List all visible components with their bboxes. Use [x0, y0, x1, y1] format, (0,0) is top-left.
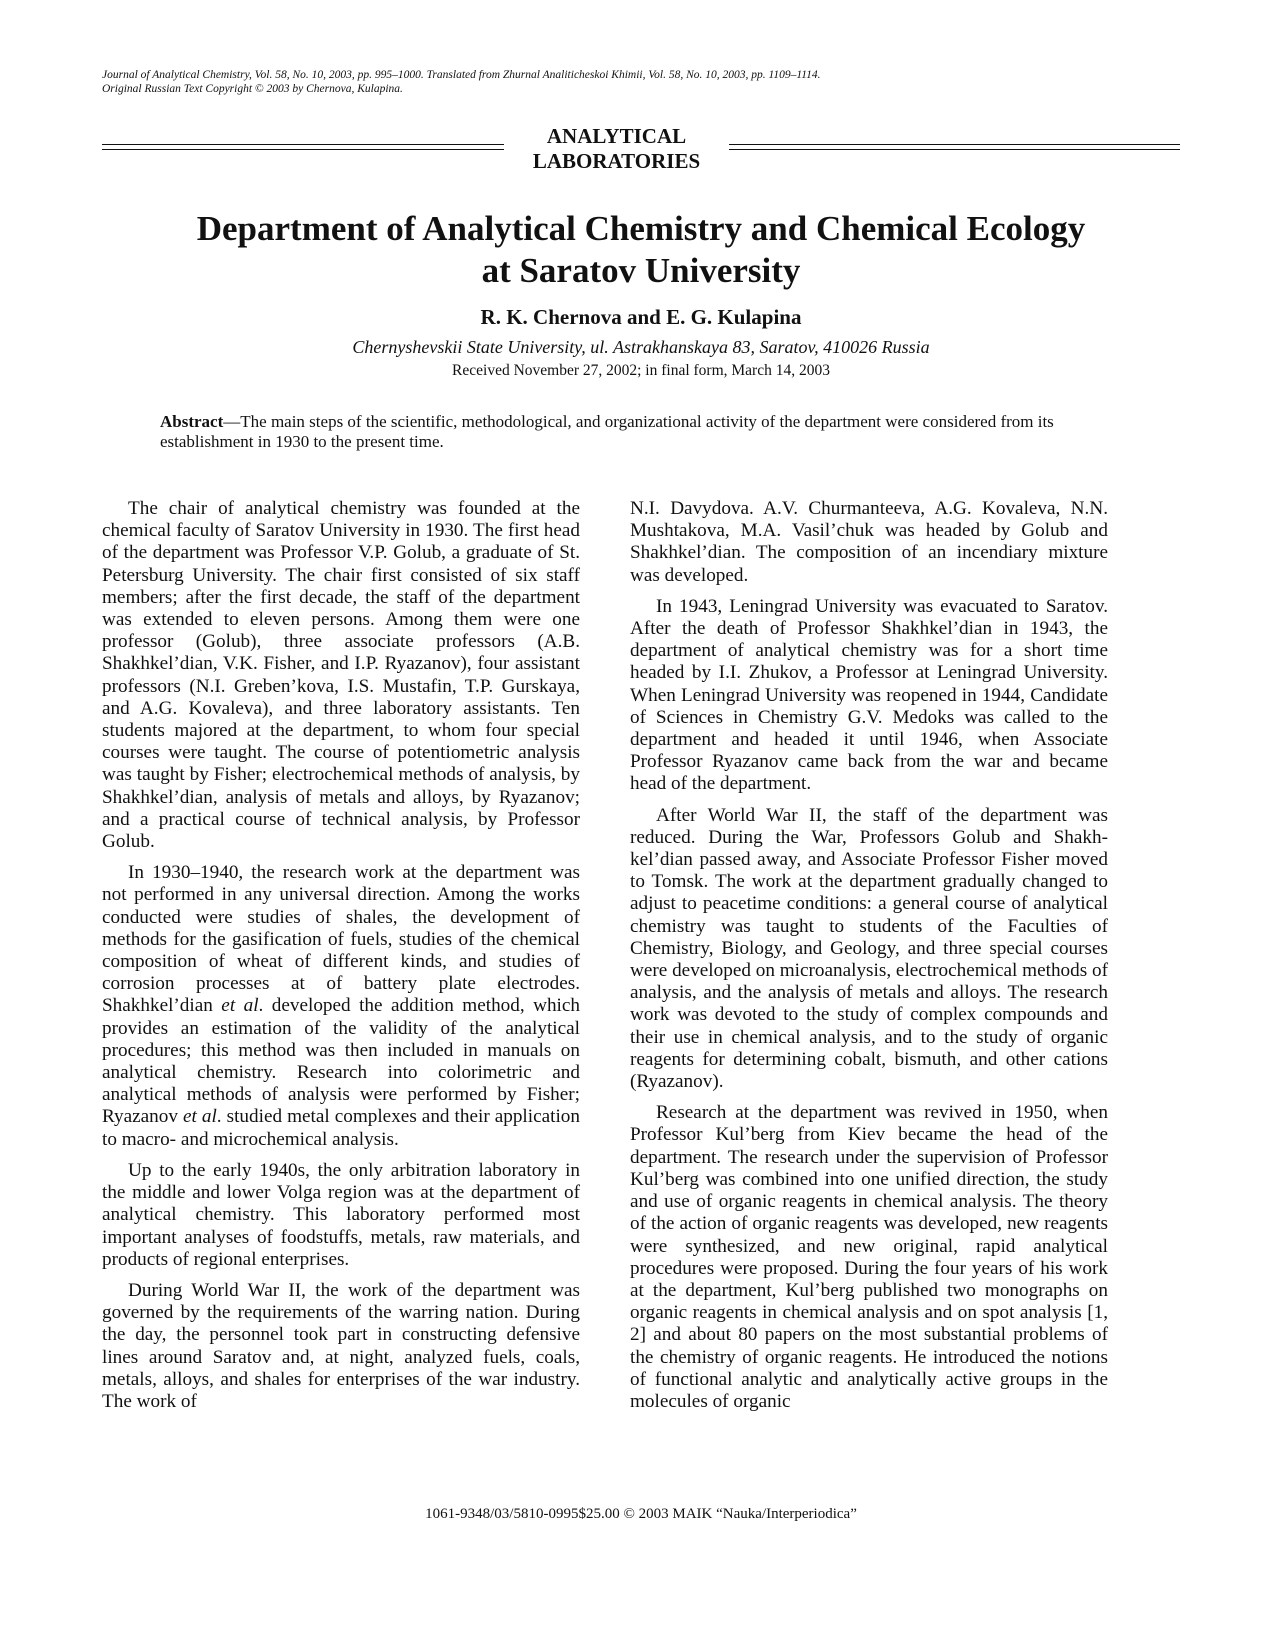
abstract-label: Abstract [160, 412, 224, 431]
et-al: et al [182, 1106, 217, 1128]
received-dates: Received November 27, 2002; in final form, March 14, 2003 [452, 362, 830, 379]
paragraph-text: . studied metal complexes and their application to macro- and microchemical analysis. [102, 1106, 580, 1150]
section-heading [102, 124, 1180, 174]
paragraph: After World War II, the staff of the department was reduced. During the War, Professors Golub and Shakhkel’dian passed away, and Associate Professor Fisher moved to Tomsk. The work at the department gradually changed to adjust to peacetime conditions: a general course of analytical chemistry was taught to students of the Faculties of Chemistry, Biology, and Geology, and three special courses were developed on microanalysis, electrochemical methods of analysis, and the analysis of metals and alloys. The research work was devoted to the study of complex compounds and their use in chemical analysis, and to the study of organic reagents for determining cobalt, bismuth, and other cations (Ryazanov). [630, 804, 1108, 1093]
paragraph: During World War II, the work of the department was governed by the requirements of the warring nation. During the day, the personnel took part in constructing defensive lines around Saratov and, at night, analyzed fuels, coals, metals, alloys, and shales for enterprises of the war industry. The work of [102, 1279, 580, 1412]
section-title-line-1: ANALYTICAL [546, 124, 687, 148]
article-title-line-1: Department of Analytical Chemistry and Chemical Ecology [196, 209, 1086, 248]
article-authors: R. K. Chernova and E. G. Kulapina [480, 305, 802, 329]
paragraph [102, 862, 580, 1151]
section-rule-left [102, 144, 504, 150]
paragraph: In 1943, Leningrad University was evacuated to Saratov. After the death of Professor Shakhkel’dian in 1943, the department of analytical chemistry was for a short time headed by I.I. Zhukov, a Professor at Leningrad University. When Leningrad University was reopened in 1944, Candidate of Sciences in Chemistry G.V. Medoks was called to the department and headed it until 1946, when Associate Professor Ryazanov came back from the war and became head of the department. [630, 595, 1108, 795]
author-affiliation: Chernyshevskii State University, ul. Astrakhanskaya 83, Saratov, 410026 Russia [352, 337, 930, 357]
copyright-footer: 1061-9348/03/5810-0995$25.00 © 2003 MAIK “Nauka/Interperiodica” [425, 1506, 857, 1522]
paragraph: Up to the early 1940s, the only arbitration laboratory in the middle and lower Volga region was at the department of analytical chemistry. This laboratory performed most important analyses of foodstuffs, metals, raw materials, and products of regional enterprises. [102, 1159, 580, 1270]
citation-line-2: Original Russian Text Copyright © 2003 by Chernova, Kulapina. [102, 83, 403, 95]
paragraph-text: In 1930–1940, the research work at the department was not performed in any universal direction. Among the works conducted were studies of shales, the development of methods for the gasification of fuels, studies of the chemical composition of wheat of different kinds, and studies of corrosion processes at of battery plate electrodes. Shakhkel’dian [102, 862, 580, 1017]
abstract-text: —The main steps of the scientific, methodological, and organizational activity of the department were considered from its establishment in 1930 to the present time. [160, 412, 1054, 451]
article-title-line-2: at Saratov University [481, 251, 801, 290]
section-title [504, 124, 729, 174]
et-al: et al [221, 995, 259, 1017]
paragraph: The chair of analytical chemistry was founded at the chemical faculty of Saratov University in 1930. The first head of the department was Professor V.P. Golub, a graduate of St. Petersburg University. The chair first consisted of six staff members; after the first decade, the staff of the department was extended to eleven persons. Among them were one professor (Golub), three associate professors (A.B. Shakhkel’dian, V.K. Fisher, and I.P. Ryazanov), four assistant professors (N.I. Greben’kova, I.S. Mustafin, T.P. Gurskaya, and A.G. Kovaleva), and three laboratory assistants. Ten students majored at the department, to whom four special courses were taught. The course of potentiometric analysis was taught by Fisher; electrochemical methods of analysis, by Shakhkel’dian, analysis of metals and alloys, by Ryazanov; and a practical course of technical analysis, by Professor Golub. [102, 498, 580, 853]
section-title-line-2: LABORATORIES [532, 149, 701, 173]
citation-line-1: Journal of Analytical Chemistry, Vol. 58, No. 10, 2003, pp. 995–1000. Translated from Zhurnal Analiticheskoi Khimii, Vol. 58, No. 10, 2003, pp. 1109–1114. [102, 69, 821, 81]
journal-citation [102, 68, 1182, 96]
section-rule-right [729, 144, 1180, 150]
body-column-left [102, 498, 580, 1422]
paragraph-text: . developed the addition method, which provides an estimation of the validity of the analytical procedures; this method was then included in manuals on analytical chemistry. Research into colorimetric and analytical methods of analysis were performed by Fisher; Ryazanov [102, 995, 580, 1128]
paragraph: Research at the department was revived in 1950, when Professor Kul’berg from Kiev became the head of the department. The research under the supervision of Professor Kul’berg was combined into one unified direction, the study and use of organic reagents in chemical analysis. The theory of the action of organic reagents was developed, new reagents were synthesized, and new original, rapid analytical procedures were proposed. During the four years of his work at the department, Kul’berg published two monographs on organic reagents in chemical analysis and on spot analysis [1, 2] and about 80 papers on the most substantial problems of the chemistry of organic reagents. He introduced the notions of functional analytic and analytically active groups in the molecules of organic [630, 1102, 1108, 1412]
body-column-right [630, 498, 1108, 1422]
article-title [102, 208, 1180, 292]
abstract [160, 412, 1080, 452]
paragraph-continued: N.I. Davydova. A.V. Churmanteeva, A.G. Kovaleva, N.N. Mushtakova, M.A. Vasil’chuk was headed by Golub and Shakhkel’dian. The composition of an incendiary mixture was developed. [630, 498, 1108, 586]
